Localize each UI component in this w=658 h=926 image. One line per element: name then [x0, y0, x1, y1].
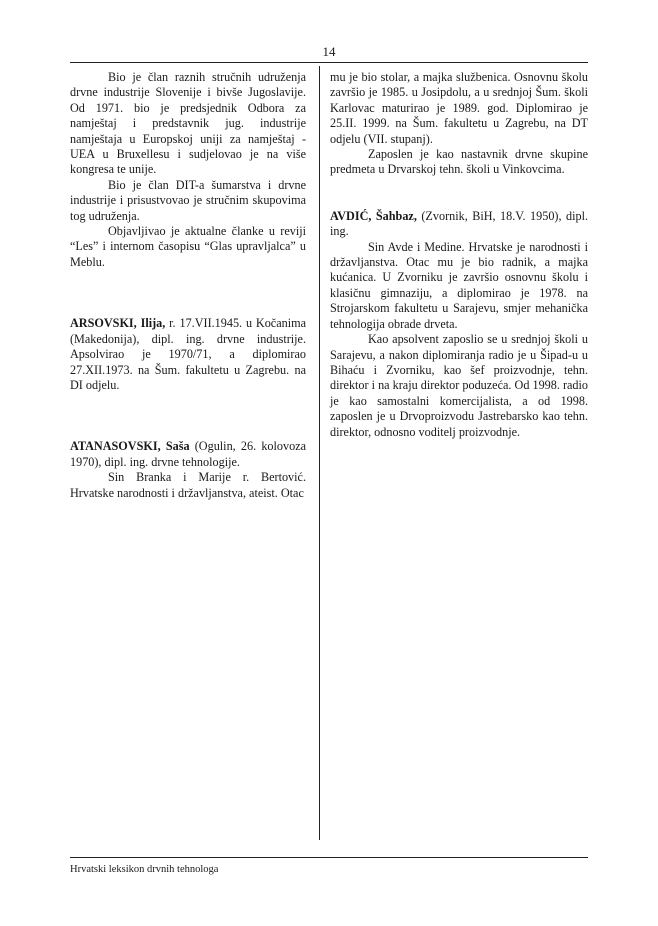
body-paragraph: Sin Branka i Marije r. Bertović. Hrvatske narodnosti i državljanstva, ateist. Otac — [70, 470, 306, 500]
left-column — [70, 70, 306, 501]
column-divider — [319, 66, 320, 840]
body-paragraph: Zaposlen je kao nastavnik drvne skupine predmeta u Drvarskoj tehn. školi u Vinkovcima. — [330, 147, 588, 177]
body-paragraph: Sin Avde i Medine. Hrvatske je narodnosti i državljanstva. Otac mu je bio radnik, a majka kućanica. U Zvorniku je završio osnovnu školu i klasičnu gimnaziju, a diplomirao je 1978. na Strojarskom fakultetu u Sarajevu, smjer mehanička tehnologija obrade drveta. — [330, 239, 588, 331]
entry-headword: AVDIĆ, Šahbaz, — [330, 208, 417, 223]
right-column — [330, 70, 588, 440]
entry-text: (Ogulin, 26. kolovoza 1970), dipl. ing. drvne tehnologije. — [70, 439, 307, 469]
body-paragraph: mu je bio stolar, a majka službenica. Osnovnu školu završio je 1985. u Josipdolu, a u srednjoj Šum. školi Karlovac maturirao je 1989. god. Diplomirao je 25.II. 1999. na Šum. fakultetu u Zagrebu, na DT odjelu (VII. stupanj). — [330, 70, 588, 146]
entry-text: r. 17.VII.1945. u Kočanima (Makedonija), dipl. ing. drvne industrije. Apsolvirao je 1970/71, a diplomirao 27.XII.1973. na Šum. fakultetu u Zagrebu. na DI odjelu. — [70, 316, 306, 392]
entry-headword: ARSOVSKI, Ilija, — [70, 316, 166, 331]
entry-arsovski — [70, 316, 306, 393]
top-rule — [70, 62, 588, 63]
entry-headword: ATANASOVSKI, Saša — [70, 439, 190, 454]
body-paragraph: Objavljivao je aktualne članke u reviji “Les” i internom časopisu “Glas upravljalca” u Meblu. — [70, 224, 306, 269]
entry-atanasovski — [70, 439, 306, 470]
entry-avdic — [330, 209, 588, 240]
bottom-rule — [70, 857, 588, 858]
body-paragraph: Kao apsolvent zaposlio se u srednjoj školi u Sarajevu, a nakon diplomiranja radio je u Šipad-u u Bihaću i Zvorniku, kao šef proizvodnje, tehn. direktor i na kraju direktor poduzeća. Od 1998. radio je kao samostalni komercijalista, a od 1998. zaposlen je u Drvoproizvodu Jastrebarsko kao tehn. direktor, odnosno voditelj proizvodnje. — [330, 332, 588, 439]
entry-text: (Zvornik, BiH, 18.V. 1950), dipl. ing. — [330, 208, 589, 239]
page-number: 14 — [322, 44, 336, 59]
body-paragraph: Bio je član raznih stručnih udruženja drvne industrije Slovenije i bivše Jugoslavije. Od 1971. bio je predsjednik Odbora za namještaj i predstavnik jug. industrije namještaja u Europskoj uniji za namještaj - UEA u Bruxellesu i sudjelovao je na više kongresa te unije. — [70, 70, 306, 177]
running-footer: Hrvatski leksikon drvnih tehnologa — [70, 864, 219, 875]
body-paragraph: Bio je član DIT-a šumarstva i drvne industrije i prisustvovao je stručnim skupovima tog udruženja. — [70, 177, 306, 223]
